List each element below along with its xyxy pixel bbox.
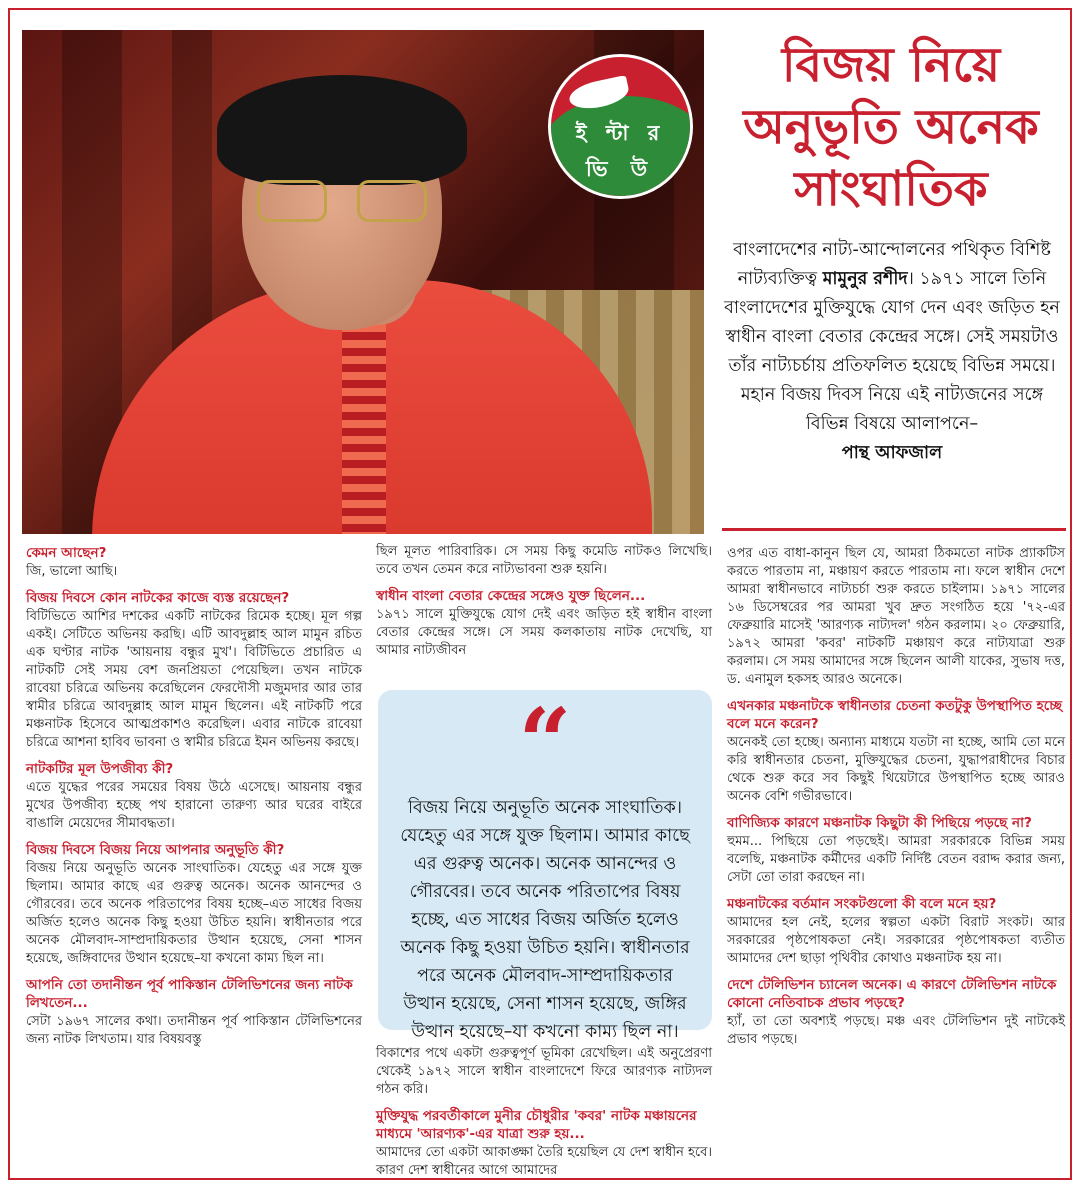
intro-part2: । ১৯৭১ সালে তিনি বাংলাদেশের মুক্তিযুদ্ধে যোগ দেন এবং জড়িত হন স্বাধীন বাংলা বেতার কেন্দ্রের সঙ্গে। সেই সময়টাও তাঁর নাট্যচর্চায় প্রতিফলিত হয়েছে বিভিন্ন সময়ে। মহান বিজয় দিবস নিয়ে এই নাট্যজনের সঙ্গে বিভিন্ন বিষয়ে আলাপনে– [724, 269, 1060, 434]
answer: আমাদের তো একটা আকাঙ্ক্ষা তৈরি হয়েছিল যে দেশ স্বাধীন হবে। কারণ দেশ স্বাধীনের আগে আমাদের [376, 1145, 712, 1178]
answer: অনেকই তো হচ্ছে। অন্যান্য মাধ্যমে যতটা না হচ্ছে, আমি তো মনে করি স্বাধীনতার চেতনা, মুক্তিযুদ্ধের চেতনা, যুদ্ধাপরাধীদের বিচার থেকে শুরু করে সব কিছুই থিয়েটারে উপস্থাপিত হচ্ছে আরও অনেক বেশি গভীরভাবে। [727, 735, 1065, 804]
logo-text-line1: ই ন্টা র [575, 121, 666, 145]
question: কেমন আছেন? [26, 545, 107, 561]
answer: সেটা ১৯৬৭ সালের কথা। তদানীন্তন পূর্ব পাকিস্তান টেলিভিশনের জন্য নাটক লিখতাম। যার বিষয়বস্তু [26, 1014, 362, 1047]
answer: এতে যুদ্ধের পরের সময়ের বিষয় উঠে এসেছে। আয়নায় বন্ধুর মুখের উপজীব্য হচ্ছে পথ হারানো তারুণ্য আর ঘরের বাইরে বাঙালি মেয়েদের সীমাবদ্ধতা। [26, 780, 362, 831]
answer: ওপর এত বাধা-কানুন ছিল যে, আমরা ঠিকমতো নাটক প্র্যাকটিস করতে পারতাম না, মঞ্চায়ণ করতে পারতাম না। ফলে স্বাধীন দেশে আমরা স্বাধীনভাবে নাট্যচর্চা শুরু করতে চাইলাম। ১৯৭১ সালের ১৬ ডিসেম্বরের পর আমরা খুব দ্রুত সংগঠিত হয়ে '৭২-এর ফেব্রুয়ারি মাসেই 'আরণ্যক নাট্যদল' গঠন করলাম। ২০ ফেব্রুয়ারি, ১৯৭২ আমরা 'কবর' নাটকটি মঞ্চায়ণ করে নাট্যযাত্রা শুরু করলাম। সে সময় আমাদের সঙ্গে ছিলেন আলী যাকের, সুভাষ দত্ত, ড. এনামুল হকসহ আরও অনেকে। [727, 546, 1065, 687]
question: নাটকটির মূল উপজীব্য কী? [26, 761, 174, 777]
article-column-2-bottom [376, 1044, 712, 1180]
divider [722, 528, 1066, 531]
answer: ছিল মূলত পারিবারিক। সে সময় কিছু কমেডি নাটকও লিখেছি। তবে তখন তেমন করে নাট্যভাবনা শুরু হয়নি। [376, 544, 712, 577]
quote-mark-icon: “ [518, 688, 572, 796]
question: মঞ্চনাটকের বর্তমান সংকটগুলো কী বলে মনে হয়? [727, 896, 997, 912]
pull-quote-text: বিজয় নিয়ে অনুভূতি অনেক সাংঘাতিক। যেহেতু এর সঙ্গে যুক্ত ছিলাম। আমার কাছে এর গুরুত্ব অনেক। অনেক আনন্দের ও গৌরবের। তবে অনেক পরিতাপের বিষয় হচ্ছে, এত সাধের বিজয় অর্জিত হলেও অনেক কিছু হওয়া উচিত হয়নি। স্বাধীনতার পরে অনেক মৌলবাদ-সাম্প্রদায়িকতার উত্থান হয়েছে, সেনা শাসন হয়েছে, জঙ্গির উত্থান হয়েছে–যা কখনো কাম্য ছিল না। [400, 798, 690, 1042]
answer: বিকাশের পথে একটা গুরুত্বপূর্ণ ভূমিকা রেখেছিল। এই অনুপ্রেরণা থেকেই ১৯৭২ সালে স্বাধীন বাংলাদেশে ফিরে আরণ্যক নাট্যদল গঠন করি। [376, 1046, 712, 1097]
question: দেশে টেলিভিশন চ্যানেল অনেক। এ কারণে টেলিভিশন নাটকে কোনো নেতিবাচক প্রভাব পড়ছে? [727, 977, 1057, 1011]
headline-line1: বিজয় নিয়ে [781, 37, 1001, 93]
answer: বিটিভিতে আশির দশকের একটি নাটকের রিমেক হচ্ছে। মূল গল্প একই। সেটিতে অভিনয় করছি। এটি আবদুল্লাহ আল মামুন রচিত এক ঘণ্টার নাটক 'আয়নায় বন্ধুর মুখ'। বিটিভিতে প্রচারিত এ নাটকটি সেই সময় বেশ জনপ্রিয়তা পেয়েছিল। তখন নাটকে রাবেয়া চরিত্রে অভিনয় করেছিলেন ফেরদৌসী মজুমদার আর তার স্বামীর চরিত্রে আবদুল্লাহ আল মামুন ছিলেন। এই নাটকটি পরে মঞ্চনাটক হিসেবে আত্মপ্রকাশও করেছিল। এবার নাটকে রাবেয়া চরিত্রে আশনা হাবিব ভাবনা ও স্বামীর চরিত্রে ইমন অভিনয় করছে। [26, 609, 362, 750]
article-column-1 [26, 544, 362, 1049]
article-column-2 [376, 542, 712, 660]
headline [716, 34, 1066, 220]
answer: আমাদের হল নেই, হলের স্বল্পতা একটা বিরাট সংকট। আর সরকারের পৃষ্ঠপোষকতা নেই। সরকারের পৃষ্ঠপোষকতা ব্যতীত আমাদের দেশ ছাড়া পৃথিবীর কোথাও মঞ্চনাটক হয় না। [727, 915, 1065, 966]
answer: ১৯৭১ সালে মুক্তিযুদ্ধে যোগ দেই এবং জড়িত হই স্বাধীন বাংলা বেতার কেন্দ্রের সঙ্গে। সে সময় কলকাতায় নাটক দেখেছি, যা আমার নাট্যজীবন [376, 607, 712, 658]
intro-paragraph [722, 236, 1062, 468]
logo-text-line2: ভি উ [585, 157, 656, 181]
interview-logo [548, 54, 693, 199]
question: আপনি তো তদানীন্তন পূর্ব পাকিস্তান টেলিভিশনের জন্য নাটক লিখতেন... [26, 977, 353, 1011]
headline-line2: অনুভূতি অনেক [743, 99, 1039, 155]
question: মুক্তিযুদ্ধ পরবর্তীকালে মুনীর চৌধুরীর 'কবর' নাটক মঞ্চায়নের মাধ্যমে 'আরণ্যক'-এর যাত্রা শুরু হয়... [376, 1108, 697, 1142]
pull-quote [378, 688, 712, 1042]
article-column-3 [727, 544, 1065, 1049]
intro-part1: বাংলাদেশের নাট্য-আন্দোলনের পথিকৃত বিশিষ্ট নাট্যব্যক্তিত্ব [733, 240, 1051, 289]
question: এখনকার মঞ্চনাটকে স্বাধীনতার চেতনা কতটুকু উপস্থাপিত হচ্ছে বলে মনে করেন? [727, 698, 1062, 732]
answer: বিজয় নিয়ে অনুভূতি অনেক সাংঘাতিক। যেহেতু এর সঙ্গে যুক্ত ছিলাম। আমার কাছে এর গুরুত্ব অনেক। অনেক আনন্দের ও গৌরবের। তবে অনেক পরিতাপের বিষয় হচ্ছে–এত সাধের বিজয় অর্জিত হলেও অনেক কিছু হওয়া উচিত হয়নি। স্বাধীনতার পরে অনেক মৌলবাদ-সাম্প্রদায়িকতার উত্থান হয়েছে, সেনা শাসন হয়েছে, জঙ্গিবাদের উত্থান হয়েছে–যা কখনো কাম্য ছিল না। [26, 861, 362, 966]
subject-name: মামুনুর রশীদ [822, 269, 908, 289]
answer: হুমম... পিছিয়ে তো পড়ছেই। আমরা সরকারকে বিভিন্ন সময় বলেছি, মঞ্চনাটক কর্মীদের একটি নির্দিষ্ট বেতন বরাদ্দ করার জন্য, সেটা তো তারা করছেন না। [727, 834, 1065, 885]
answer: জি, ভালো আছি। [26, 564, 118, 579]
answer: হ্যাঁ, তা তো অবশ্যই পড়ছে। মঞ্চ এবং টেলিভিশন দুই নাটকেই প্রভাব পড়ছে। [727, 1014, 1065, 1047]
author-name: পান্থ আফজাল [841, 443, 943, 463]
headline-line3: সাংঘাতিক [794, 161, 988, 217]
question: বিজয় দিবসে বিজয় নিয়ে আপনার অনুভূতি কী? [26, 842, 285, 858]
question: স্বাধীন বাংলা বেতার কেন্দ্রের সঙ্গেও যুক্ত ছিলেন... [376, 588, 646, 604]
question: বিজয় দিবসে কোন নাটকের কাজে ব্যস্ত রয়েছেন? [26, 590, 290, 606]
question: বাণিজ্যিক কারণে মঞ্চনাটক কিছুটা কী পিছিয়ে পড়ছে না? [727, 815, 1032, 831]
